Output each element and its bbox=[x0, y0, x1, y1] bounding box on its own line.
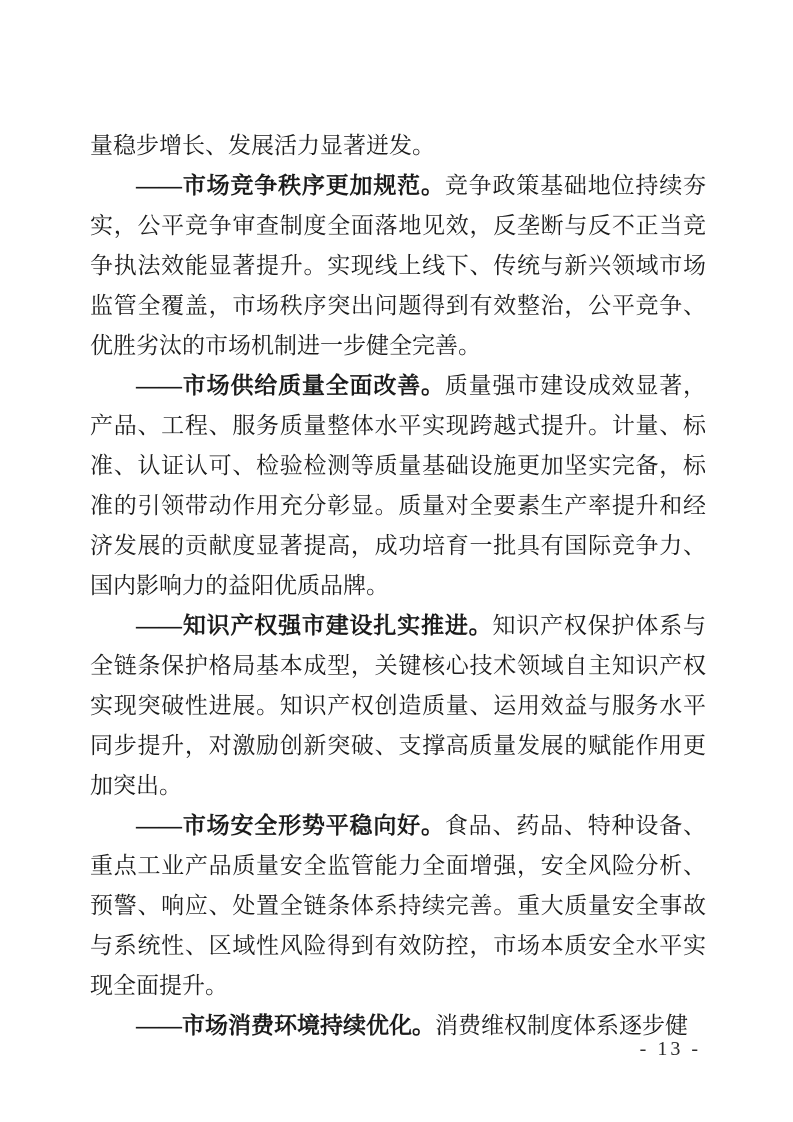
paragraph-intellectual-property bbox=[90, 606, 706, 806]
paragraph-lead: ——市场竞争秩序更加规范。 bbox=[136, 173, 445, 198]
paragraph-market-competition bbox=[90, 166, 706, 366]
paragraph-text: 食品、药品、特种设备、重点工业产品质量安全监管能力全面增强，安全风险分析、预警、响应、处置全链条体系持续完善。重大质量安全事故与系统性、区域性风险得到有效防控，市场本质安全水平实现全面提升。 bbox=[90, 813, 707, 998]
paragraph-market-safety bbox=[90, 806, 706, 1006]
paragraph-text: 竞争政策基础地位持续夯实，公平竞争审查制度全面落地见效，反垄断与反不正当竞争执法效能显著提升。实现线上线下、传统与新兴领域市场监管全覆盖，市场秩序突出问题得到有效整治，公平竞争、优胜劣汰的市场机制进一步健全完善。 bbox=[90, 173, 707, 358]
paragraph-text: 消费维权制度体系逐步健 bbox=[435, 1013, 688, 1038]
paragraph-text: 知识产权保护体系与全链条保护格局基本成型，关键核心技术领域自主知识产权实现突破性进展。知识产权创造质量、运用效益与服务水平同步提升，对激励创新突破、支撑高质量发展的赋能作用更加突出。 bbox=[90, 613, 707, 798]
paragraph-continuation bbox=[90, 126, 706, 166]
paragraph-lead: ——市场消费环境持续优化。 bbox=[136, 1013, 435, 1038]
paragraph-market-supply-quality bbox=[90, 366, 706, 606]
paragraph-lead: ——市场安全形势平稳向好。 bbox=[136, 813, 445, 838]
document-body bbox=[90, 126, 706, 1046]
paragraph-lead: ——市场供给质量全面改善。 bbox=[136, 373, 445, 398]
paragraph-consumer-environment bbox=[90, 1006, 706, 1046]
paragraph-lead: ——知识产权强市建设扎实推进。 bbox=[136, 613, 493, 638]
paragraph-text: 质量强市建设成效显著，产品、工程、服务质量整体水平实现跨越式提升。计量、标准、认证认可、检验检测等质量基础设施更加坚实完备，标准的引领带动作用充分彰显。质量对全要素生产率提升和经济发展的贡献度显著提高，成功培育一批具有国际竞争力、国内影响力的益阳优质品牌。 bbox=[90, 373, 707, 598]
page-number: - 13 - bbox=[639, 1038, 701, 1060]
paragraph-text: 量稳步增长、发展活力显著迸发。 bbox=[90, 133, 435, 158]
